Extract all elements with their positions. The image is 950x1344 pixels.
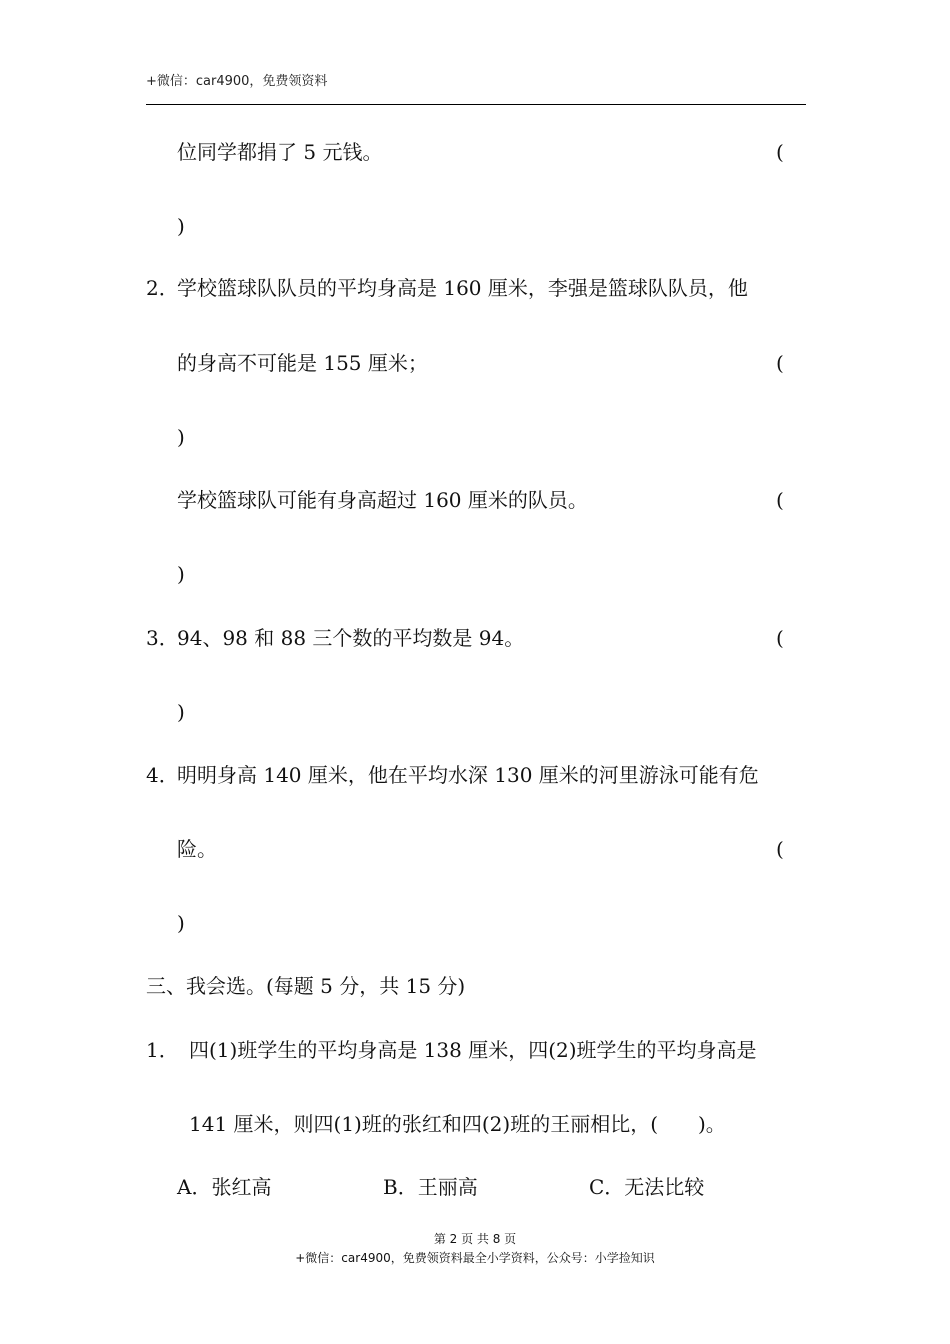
q2-line3: 学校篮球队可能有身高超过 160 厘米的队员。 — [177, 488, 588, 512]
q2-answer1-open-paren: ( — [776, 351, 784, 375]
q2-number: 2． — [146, 276, 179, 300]
s3q1-line1: 四(1)班学生的平均身高是 138 厘米，四(2)班学生的平均身高是 — [189, 1038, 757, 1062]
q2-answer1-close-paren: ) — [177, 425, 185, 449]
q4-number: 4． — [146, 763, 179, 787]
q4-answer-open-paren: ( — [776, 837, 784, 861]
q3-text: 94、98 和 88 三个数的平均数是 94。 — [177, 626, 525, 650]
page-header: +微信：car4900，免费领资料 — [146, 74, 328, 89]
s3q1-option-b: B．王丽高 — [383, 1175, 478, 1199]
s3q1-line2-before-blank: 141 厘米，则四(1)班的张红和四(2)班的王丽相比，( — [189, 1112, 658, 1136]
q2-line1: 学校篮球队队员的平均身高是 160 厘米，李强是篮球队队员，他 — [177, 276, 748, 300]
s3q1-option-a: A．张红高 — [177, 1175, 272, 1199]
q3-answer-open-paren: ( — [776, 626, 784, 650]
q1-answer-open-paren: ( — [776, 140, 784, 164]
q4-line2: 险。 — [177, 837, 217, 861]
s3q1-number: 1． — [146, 1038, 179, 1062]
q2-answer2-open-paren: ( — [776, 488, 784, 512]
s3q1-option-c: C．无法比较 — [589, 1175, 705, 1199]
section3-title: 三、我会选。(每题 5 分，共 15 分) — [146, 974, 466, 998]
footer-note: +微信：car4900，免费领资料最全小学资料，公众号：小学捡知识 — [295, 1251, 655, 1265]
header-divider — [146, 104, 806, 105]
s3q1-line2 — [189, 1111, 726, 1137]
q3-answer-close-paren: ) — [177, 700, 185, 724]
page-number: 第 2 页 共 8 页 — [433, 1232, 517, 1246]
q4-line1: 明明身高 140 厘米，他在平均水深 130 厘米的河里游泳可能有危 — [177, 763, 759, 787]
q1-continuation-text: 位同学都捐了 5 元钱。 — [177, 140, 383, 164]
q2-answer2-close-paren: ) — [177, 562, 185, 586]
s3q1-line2-after-blank: )。 — [698, 1112, 726, 1136]
q2-line2: 的身高不可能是 155 厘米； — [177, 351, 428, 375]
q1-answer-close-paren: ) — [177, 214, 185, 238]
q3-number: 3． — [146, 626, 179, 650]
q4-answer-close-paren: ) — [177, 911, 185, 935]
